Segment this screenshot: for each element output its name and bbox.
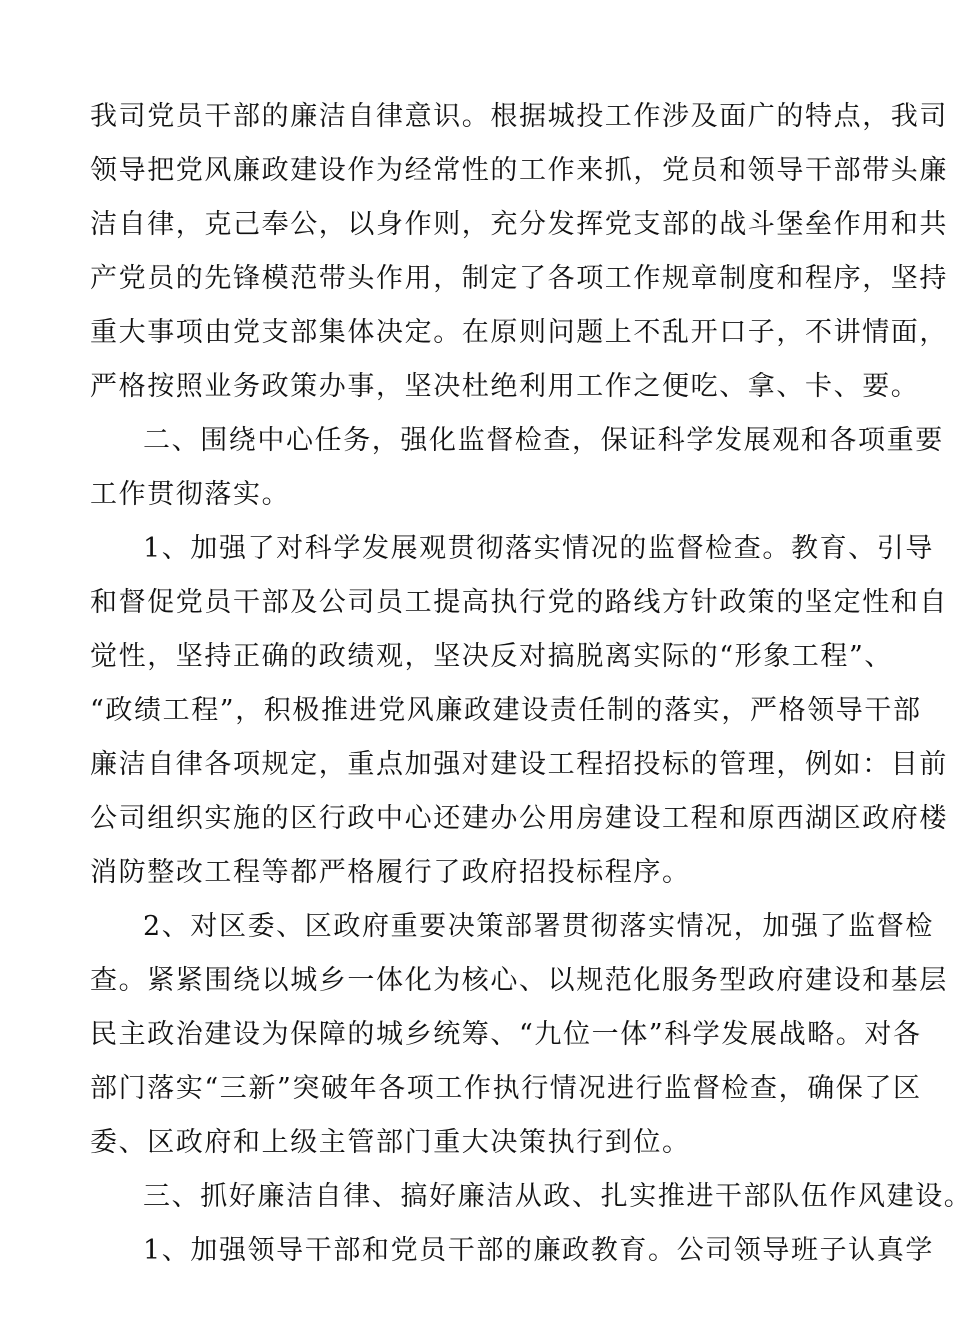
body-line: 民主政治建设为保障的城乡统筹、“九位一体”科学发展战略。对各	[90, 1019, 922, 1050]
section-heading-line: 二、围绕中心任务，强化监督检查，保证科学发展观和各项重要	[143, 425, 944, 456]
body-line: 洁自律，克己奉公，以身作则，充分发挥党支部的战斗堡垒作用和共	[90, 209, 948, 240]
body-line: 领导把党风廉政建设作为经常性的工作来抓，党员和领导干部带头廉	[90, 155, 948, 186]
body-line: 公司组织实施的区行政中心还建办公用房建设工程和原西湖区政府楼	[90, 803, 948, 834]
body-line: 廉洁自律各项规定，重点加强对建设工程招投标的管理，例如：目前	[90, 749, 948, 780]
body-line: 和督促党员干部及公司员工提高执行党的路线方针政策的坚定性和自	[90, 587, 948, 618]
body-line: 部门落实“三新”突破年各项工作执行情况进行监督检查，确保了区	[90, 1073, 922, 1104]
section-heading-line: 三、抓好廉洁自律、搞好廉洁从政、扎实推进干部队伍作风建设。	[143, 1181, 972, 1212]
body-line: 2、对区委、区政府重要决策部署贯彻落实情况，加强了监督检	[143, 911, 934, 942]
body-line: 1、加强领导干部和党员干部的廉政教育。公司领导班子认真学	[143, 1235, 934, 1266]
body-line: 消防整改工程等都严格履行了政府招投标程序。	[90, 857, 691, 888]
body-line: 1、加强了对科学发展观贯彻落实情况的监督检查。教育、引导	[143, 533, 934, 564]
section-heading-line: 工作贯彻落实。	[90, 479, 291, 510]
body-line: 产党员的先锋模范带头作用，制定了各项工作规章制度和程序，坚持	[90, 263, 948, 294]
body-line: 重大事项由党支部集体决定。在原则问题上不乱开口子，不讲情面，	[90, 317, 948, 348]
body-line: 严格按照业务政策办事，坚决杜绝利用工作之便吃、拿、卡、要。	[90, 371, 920, 402]
body-line: 我司党员干部的廉洁自律意识。根据城投工作涉及面广的特点，我司	[90, 101, 948, 132]
body-line: 查。紧紧围绕以城乡一体化为核心、以规范化服务型政府建设和基层	[90, 965, 948, 996]
body-line: “政绩工程”，积极推进党风廉政建设责任制的落实，严格领导干部	[90, 695, 922, 726]
body-line: 觉性，坚持正确的政绩观，坚决反对搞脱离实际的“形象工程”、	[90, 641, 894, 672]
body-line: 委、区政府和上级主管部门重大决策执行到位。	[90, 1127, 691, 1158]
